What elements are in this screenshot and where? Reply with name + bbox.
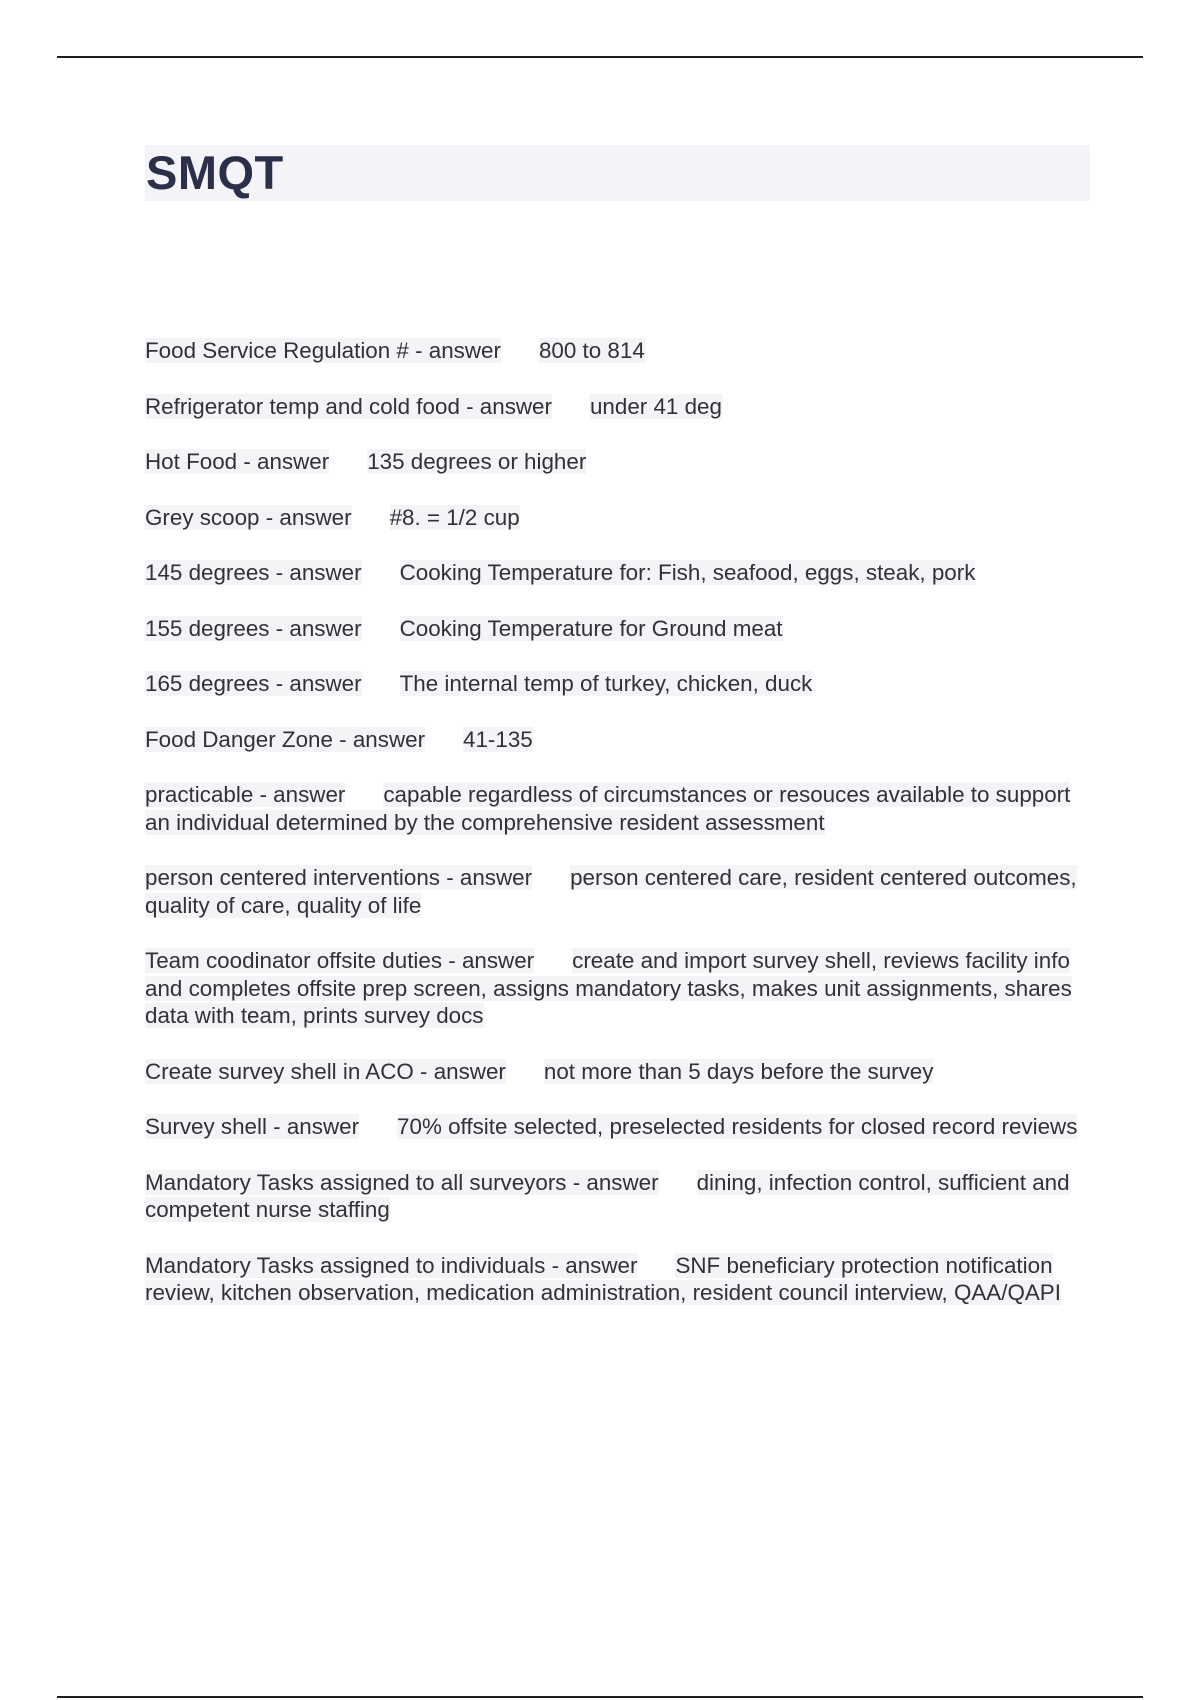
flashcard-term: 165 degrees - answer: [145, 671, 362, 696]
top-divider: [57, 56, 1143, 58]
flashcard-term: 155 degrees - answer: [145, 615, 362, 641]
flashcard-term: practicable - answer: [145, 782, 346, 807]
flashcard-definition: 800 to 814: [538, 338, 645, 363]
flashcard-term: 145 degrees - answer: [145, 560, 362, 585]
flashcard-definition: capable regardless of circumstances or resouces available to support an individual determined by the comprehensive resident assessment: [145, 782, 1071, 835]
flashcard: [145, 615, 1085, 643]
flashcard: [145, 1169, 1085, 1224]
flashcard: [145, 1252, 1085, 1307]
flashcard-definition: 70% offsite selected, preselected residents for closed record reviews: [397, 1114, 1078, 1139]
flashcard-definition: Cooking Temperature for: Fish, seafood, eggs, steak, pork: [399, 560, 976, 585]
flashcard: [145, 337, 1085, 365]
title-highlight: [145, 145, 1090, 201]
flashcard-definition: dining, infection control, sufficient and competent nurse staffing: [145, 1169, 1070, 1222]
flashcard-definition: not more than 5 days before the survey: [543, 1058, 934, 1084]
flashcard: [145, 1058, 1085, 1086]
flashcard-term: Survey shell - answer: [145, 1114, 360, 1139]
flashcard-definition: Cooking Temperature for Ground meat: [399, 615, 783, 641]
document-title: SMQT: [146, 146, 284, 199]
flashcard: [145, 448, 1085, 476]
flashcard: [145, 1113, 1085, 1141]
flashcard: [145, 781, 1085, 836]
flashcard-term: Mandatory Tasks assigned to individuals - answer: [145, 1252, 638, 1278]
flashcard-definition: under 41 deg: [589, 393, 722, 419]
flashcard-term: Create survey shell in ACO - answer: [145, 1058, 506, 1084]
flashcard-definition: The internal temp of turkey, chicken, duck: [399, 671, 813, 696]
flashcard-term: Refrigerator temp and cold food - answer: [145, 393, 552, 419]
flashcard: [145, 864, 1085, 919]
flashcard-definition: 135 degrees or higher: [367, 449, 587, 474]
flashcard-definition: person centered care, resident centered outcomes, quality of care, quality of life: [145, 865, 1077, 918]
flashcard: [145, 726, 1085, 754]
flashcard-definition: #8. = 1/2 cup: [389, 504, 520, 530]
flashcard-list: [145, 337, 1085, 1335]
flashcard-term: Hot Food - answer: [145, 449, 330, 474]
flashcard: [145, 393, 1085, 421]
flashcard-definition: 41-135: [463, 726, 533, 752]
flashcard-term: person centered interventions - answer: [145, 865, 533, 890]
flashcard: [145, 504, 1085, 532]
flashcard: [145, 559, 1085, 587]
flashcard-term: Grey scoop - answer: [145, 504, 352, 530]
bottom-divider: [57, 1696, 1143, 1698]
flashcard-term: Food Danger Zone - answer: [145, 726, 426, 752]
flashcard: [145, 670, 1085, 698]
flashcard-term: Food Service Regulation # - answer: [145, 338, 501, 363]
flashcard-term: Team coodinator offsite duties - answer: [145, 948, 535, 973]
flashcard-definition: SNF beneficiary protection notification review, kitchen observation, medication administration, resident council interview, QAA/QAPI: [145, 1252, 1061, 1305]
flashcard-definition: create and import survey shell, reviews facility info and completes offsite prep screen, assigns mandatory tasks, makes unit assignments, shares data with team, prints survey docs: [145, 948, 1072, 1028]
flashcard-term: Mandatory Tasks assigned to all surveyors - answer: [145, 1169, 659, 1195]
flashcard: [145, 947, 1085, 1030]
